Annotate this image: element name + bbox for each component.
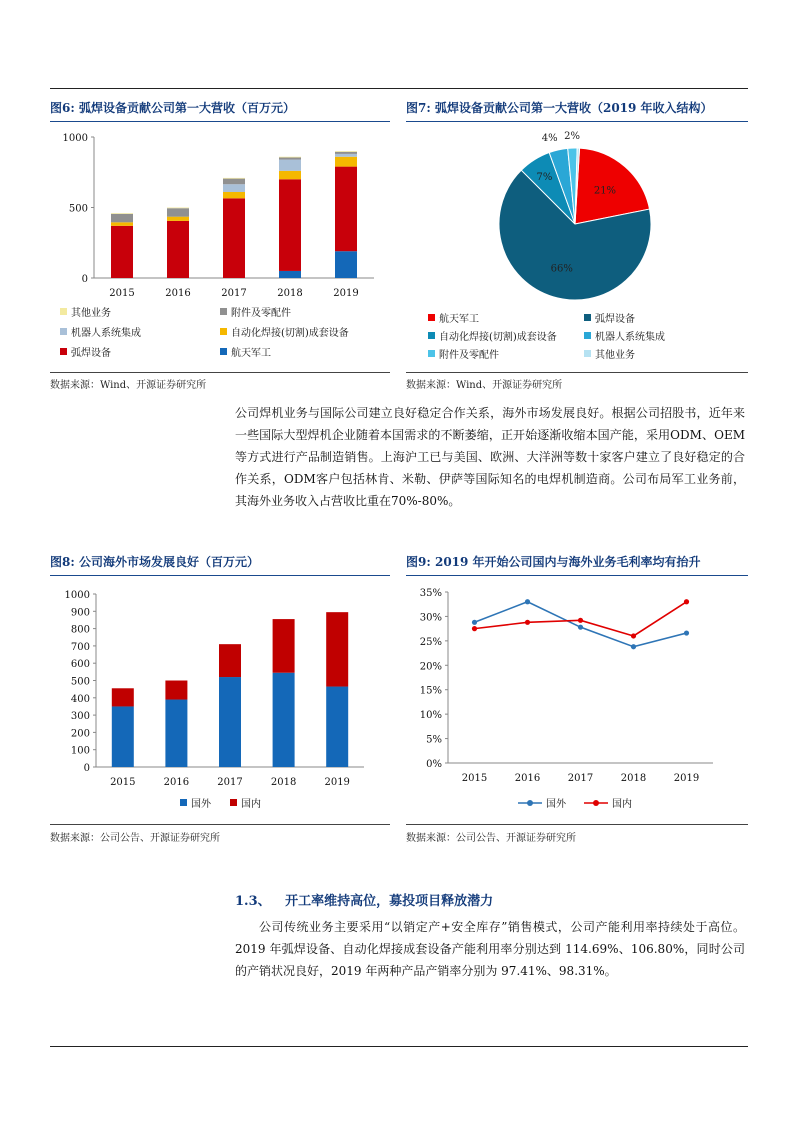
fig6-legend-item [220, 304, 291, 319]
fig6-bar-segment [279, 157, 301, 158]
fig8-bar-segment [112, 706, 134, 767]
fig8-label: 图8: [50, 555, 75, 569]
fig6-bar-segment [335, 251, 357, 278]
fig6-legend-item-label: 自动化焊接(切割)成套设备 [231, 328, 349, 339]
fig6-bar-segment [335, 154, 357, 157]
fig6-y-tick-label: 500 [68, 203, 88, 215]
fig6-bar-segment [223, 179, 245, 185]
fig7-slice-label: 66% [550, 263, 573, 275]
fig6-legend-item-swatch [60, 328, 67, 335]
fig7-legend [428, 310, 748, 366]
fig7-legend-item-label: 自动化焊接(切割)成套设备 [439, 332, 557, 343]
paragraph-overseas: 公司焊机业务与国际公司建立良好稳定合作关系，海外市场发展良好。根据公司招股书，近年来一些国际大型焊机企业随着本国需求的不断萎缩，正开始逐渐收缩本国产能，采用ODM、OEM等方式进行产品制造销售。上海沪工已与美国、欧洲、大洋洲等数十家客户建立了良好稳定的合作关系，ODM客户包括林肯、米勒、伊萨等国际知名的电焊机制造商。公司布局军工业务前，其海外业务收入占营收比重在70%-80%。 [235, 406, 745, 508]
fig9-title [406, 553, 748, 576]
fig7-slice-label: 2% [564, 131, 580, 143]
fig6-bar-segment [279, 179, 301, 271]
fig6-source: 数据来源：Wind、开源证券研究所 [50, 380, 207, 391]
fig7-legend-item [428, 346, 499, 361]
fig6-bar-segment [111, 214, 133, 222]
fig6-legend-item [220, 344, 271, 359]
fig7-legend-item [428, 328, 557, 343]
fig8-source: 数据来源：公司公告、开源证券研究所 [50, 833, 220, 844]
fig9-data-point [684, 630, 689, 635]
fig6-legend-item [60, 304, 111, 319]
fig6-x-tick-label: 2018 [277, 288, 303, 299]
fig6-bar-segment [335, 151, 357, 152]
fig6-bar-segment [335, 167, 357, 252]
fig7-legend-item-label: 机器人系统集成 [595, 332, 665, 343]
fig6-legend-item-label: 其他业务 [71, 308, 111, 319]
fig6-bar-segment [111, 213, 133, 214]
fig6-legend-item-label: 弧焊设备 [71, 348, 111, 359]
fig8-bar-segment [112, 688, 134, 706]
fig8-legend-item [180, 795, 211, 810]
fig8-legend-item-swatch [230, 799, 237, 806]
fig9-x-tick-label: 2019 [673, 773, 700, 784]
fig9-label: 图9: [406, 555, 431, 569]
fig8-bar-segment [326, 612, 348, 686]
fig8-y-tick-label: 400 [70, 693, 90, 705]
fig7-title [406, 99, 748, 122]
fig9-data-point [525, 620, 530, 625]
fig6-x-tick-label: 2017 [221, 288, 247, 299]
fig9-y-tick-label: 30% [419, 612, 442, 624]
fig8-bar-segment [165, 681, 187, 700]
fig7-slice-label: 4% [541, 133, 558, 145]
fig9-y-tick-label: 0% [426, 759, 442, 770]
fig8-x-tick-label: 2016 [163, 777, 190, 788]
fig8-y-tick-label: 200 [70, 728, 90, 740]
fig7-legend-item-swatch [584, 350, 591, 357]
fig6-legend-item [220, 324, 349, 339]
fig6-x-tick-label: 2019 [333, 288, 359, 299]
fig9-caption: 2019 年开始公司国内与海外业务毛利率均有抬升 [434, 555, 701, 569]
fig6-label: 图6: [50, 101, 75, 115]
fig6-bar-segment [335, 152, 357, 154]
fig7-source-rule [406, 372, 748, 373]
fig7-legend-item-swatch [428, 314, 435, 321]
fig7-legend-item-label: 附件及零配件 [439, 350, 499, 361]
fig7-legend-item [428, 310, 479, 325]
header-rule [50, 88, 748, 89]
fig9-legend-marker [527, 800, 533, 806]
fig9-data-point [684, 599, 689, 604]
fig6-title [50, 99, 390, 122]
fig9-y-tick-label: 5% [426, 734, 442, 746]
fig8-y-tick-label: 500 [70, 676, 90, 688]
fig6-bar-segment [223, 184, 245, 192]
fig9-x-tick-label: 2015 [461, 773, 488, 784]
fig9-data-point [631, 644, 636, 649]
fig8-bar-segment [273, 673, 295, 767]
fig6-legend-item [60, 344, 111, 359]
fig8-source-rule [50, 824, 390, 825]
fig7-legend-item-label: 其他业务 [595, 350, 635, 361]
fig7-legend-item-swatch [428, 332, 435, 339]
fig9-data-point [472, 620, 477, 625]
fig8-bar-segment [219, 644, 241, 677]
fig8-legend-item [230, 795, 261, 810]
fig6-bar-segment [279, 271, 301, 278]
fig8-caption: 公司海外市场发展良好（百万元） [78, 555, 259, 569]
fig6-bar-segment [111, 222, 133, 226]
fig7-slice-label: 7% [536, 171, 553, 183]
fig6-bar-segment [167, 208, 189, 216]
fig8-y-tick-label: 700 [70, 641, 90, 653]
fig8-y-tick-label: 600 [70, 659, 90, 671]
fig6-x-tick-label: 2015 [109, 288, 135, 299]
fig9-x-tick-label: 2018 [620, 773, 647, 784]
fig9-data-point [525, 599, 530, 604]
fig6-bar-segment [335, 157, 357, 167]
fig7-legend-item-swatch [428, 350, 435, 357]
fig6-source-rule [50, 372, 390, 373]
fig6-bar-segment [223, 192, 245, 198]
fig8-x-tick-label: 2019 [324, 777, 350, 788]
fig9-y-tick-label: 10% [419, 710, 442, 722]
fig7-legend-item-swatch [584, 314, 591, 321]
footer-rule [50, 1046, 748, 1047]
fig6-legend-item-swatch [60, 348, 67, 355]
fig8-legend [180, 795, 300, 811]
fig9-data-point [631, 633, 636, 638]
fig7-slice-label: 21% [593, 185, 617, 197]
fig9-legend-label: 国内 [612, 799, 632, 810]
fig6-legend-item-swatch [220, 328, 227, 335]
fig8-x-tick-label: 2018 [270, 777, 297, 788]
fig6-bar-segment [279, 157, 301, 159]
fig9-y-tick-label: 25% [419, 636, 442, 648]
fig9-y-tick-label: 20% [419, 661, 442, 673]
fig9-source-rule [406, 824, 748, 825]
fig6-bar-segment [167, 208, 189, 209]
fig8-y-tick-label: 900 [70, 607, 90, 619]
fig8-legend-item-label: 国外 [191, 799, 211, 810]
fig8-y-tick-label: 0 [83, 763, 90, 774]
fig6-legend [60, 304, 390, 370]
fig9-source: 数据来源：公司公告、开源证券研究所 [406, 833, 576, 844]
fig9-x-tick-label: 2017 [567, 773, 594, 784]
fig6-bar-segment [279, 171, 301, 179]
fig6-legend-item-swatch [220, 348, 227, 355]
fig8-bar-segment [165, 700, 187, 767]
fig9-y-tick-label: 35% [419, 588, 442, 599]
fig8-title [50, 553, 390, 576]
fig8-y-tick-label: 100 [70, 745, 90, 757]
fig9-data-point [578, 618, 583, 623]
fig6-legend-item-swatch [220, 308, 227, 315]
fig9-y-tick-label: 15% [419, 685, 442, 697]
fig9-data-point [578, 625, 583, 630]
fig6-caption: 弧焊设备贡献公司第一大营收（百万元） [78, 101, 295, 115]
fig8-bar-segment [219, 677, 241, 767]
fig9-x-tick-label: 2016 [514, 773, 541, 784]
fig7-legend-item-label: 弧焊设备 [595, 314, 635, 325]
fig8-x-tick-label: 2017 [217, 777, 243, 788]
fig7-chart [406, 125, 748, 310]
fig8-bar-segment [273, 619, 295, 673]
fig8-y-tick-label: 300 [70, 711, 90, 723]
section-number: 1.3、 [235, 894, 271, 909]
fig8-y-tick-label: 800 [70, 624, 90, 636]
fig6-legend-item-swatch [60, 308, 67, 315]
fig7-legend-item [584, 346, 635, 361]
fig6-bar-segment [111, 226, 133, 278]
fig6-legend-item-label: 机器人系统集成 [71, 328, 141, 339]
fig6-bar-segment [223, 198, 245, 278]
fig6-bar-segment [223, 178, 245, 179]
fig9-chart [406, 580, 748, 820]
fig6-legend-item [60, 324, 141, 339]
fig8-x-tick-label: 2015 [110, 777, 136, 788]
fig6-legend-item-label: 附件及零配件 [231, 308, 291, 319]
fig7-caption: 弧焊设备贡献公司第一大营收（2019 年收入结构） [434, 101, 713, 115]
fig7-legend-item [584, 310, 635, 325]
paragraph-capacity: 公司传统业务主要采用“以销定产+安全库存”销售模式，公司产能利用率持续处于高位。2019 年弧焊设备、自动化焊接成套设备产能利用率分别达到 114.69%、106.80%，同时公司的产销状况良好，2019 年两种产品产销率分别为 97.41%、98.31%。 [235, 920, 745, 978]
section-title: 开工率维持高位，募投项目释放潜力 [285, 894, 494, 909]
fig7-source: 数据来源：Wind、开源证券研究所 [406, 380, 563, 391]
fig9-legend-label: 国外 [546, 799, 566, 810]
fig6-chart [50, 125, 390, 305]
fig7-legend-item-swatch [584, 332, 591, 339]
fig6-y-tick-label: 1000 [62, 133, 88, 144]
fig7-label: 图7: [406, 101, 431, 115]
fig7-legend-item-label: 航天军工 [439, 314, 479, 325]
fig8-legend-item-label: 国内 [241, 799, 261, 810]
fig8-chart [50, 580, 390, 790]
fig6-x-tick-label: 2016 [165, 288, 191, 299]
fig6-y-tick-label: 0 [81, 274, 88, 285]
fig8-y-tick-label: 1000 [64, 590, 90, 601]
fig8-legend-item-swatch [180, 799, 187, 806]
fig8-bar-segment [326, 687, 348, 767]
fig6-bar-segment [167, 217, 189, 221]
fig7-legend-item [584, 328, 665, 343]
fig6-bar-segment [279, 160, 301, 171]
section-heading [235, 890, 493, 909]
fig9-legend-marker [593, 800, 599, 806]
fig6-bar-segment [167, 221, 189, 278]
fig9-data-point [472, 626, 477, 631]
fig6-legend-item-label: 航天军工 [231, 348, 271, 359]
